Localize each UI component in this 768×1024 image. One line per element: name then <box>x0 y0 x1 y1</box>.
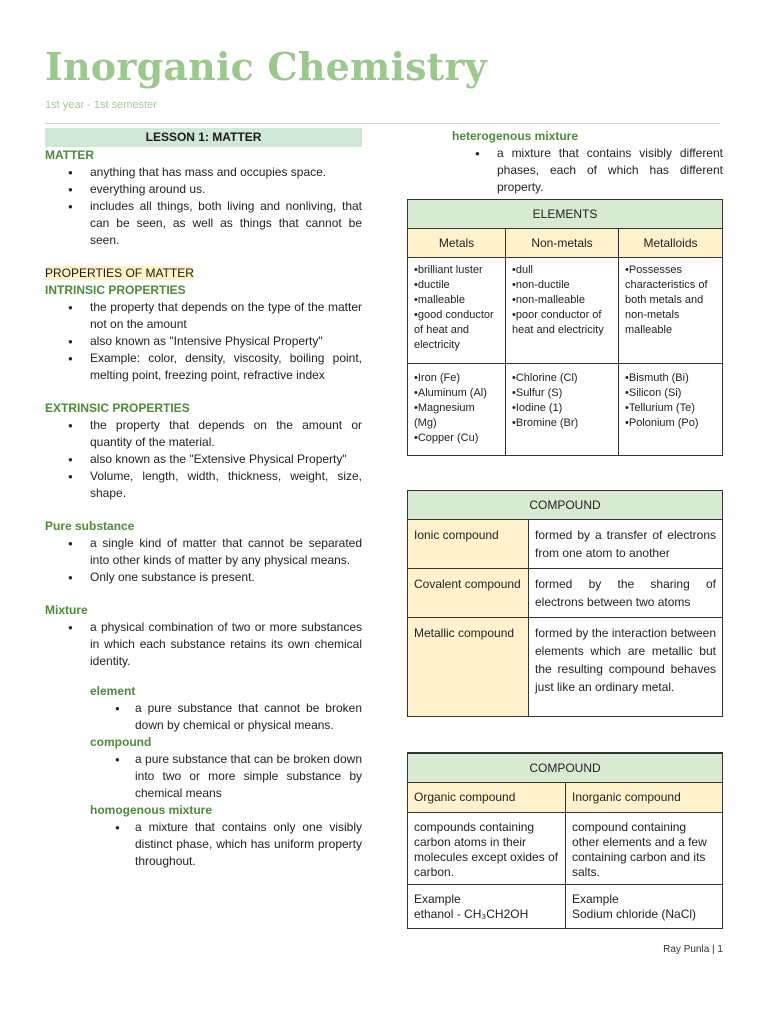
intrinsic-list <box>45 299 362 384</box>
list-item: ● anything that has mass and occupies space. <box>45 164 362 181</box>
metalloids-properties: •Possesses characteristics of both metals and non-metals malleable <box>619 258 723 364</box>
list-item: ● a single kind of matter that cannot be separated into other kinds of matter by any physical means. <box>45 535 362 569</box>
compound-description: formed by the interaction between elements which are metallic but the resulting compound behaves just like an ordinary metal. <box>529 618 723 717</box>
page-subtitle: 1st year - 1st semester <box>45 99 157 111</box>
extrinsic-heading: EXTRINSIC PROPERTIES <box>45 401 190 415</box>
compound-heading: compound <box>90 735 152 749</box>
header-non-metals: Non-metals <box>506 229 619 258</box>
list-item: ● a mixture that contains visibly different phases, each of which has different property. <box>452 145 723 196</box>
non-metals-examples: •Chlorine (Cl) •Sulfur (S) •Iodine (1) •Bromine (Br) <box>506 364 619 456</box>
pure-substance-heading: Pure substance <box>45 519 135 533</box>
example-label: Example <box>572 892 619 906</box>
example-label: Example <box>414 892 461 906</box>
compound-type: Covalent compound <box>408 569 529 618</box>
list-item: ● the property that depends on the type of the matter not on the amount <box>45 299 362 333</box>
list-item: ● a physical combination of two or more substances in which each substance retains its own chemical identity. <box>45 619 362 670</box>
right-column <box>407 128 723 929</box>
list-item: ● Example: color, density, viscosity, boiling point, melting point, freezing point, refractive index <box>45 350 362 384</box>
metals-examples: •Iron (Fe) •Aluminum (Al) •Magnesium (Mg) •Copper (Cu) <box>408 364 506 456</box>
list-item: ● a pure substance that can be broken down into two or more simple substance by chemical means <box>90 751 362 802</box>
compound-type: Metallic compound <box>408 618 529 717</box>
list-item: ● Volume, length, width, thickness, weight, size, shape. <box>45 468 362 502</box>
list-item: ● includes all things, both living and nonliving, that can be seen, as well as things that cannot be seen. <box>45 198 362 249</box>
list-item: ● also known as "Intensive Physical Property" <box>45 333 362 350</box>
compound-table-title: COMPOUND <box>408 491 723 520</box>
inorganic-description: compound containing other elements and a few containing carbon and its salts. <box>566 813 723 885</box>
mixture-subsections <box>45 683 362 870</box>
header-divider <box>45 123 720 124</box>
metals-properties: •brilliant luster •ductile •malleable •good conductor of heat and electricity <box>408 258 506 364</box>
elements-table-title: ELEMENTS <box>408 200 723 229</box>
page-footer: Ray Punla | 1 <box>663 944 723 955</box>
non-metals-properties: •dull •non-ductile •non-malleable •poor conductor of heat and electricity <box>506 258 619 364</box>
elements-table <box>407 199 723 456</box>
compound-description: formed by the sharing of electrons between two atoms <box>529 569 723 618</box>
organic-table-title: COMPOUND <box>408 753 723 783</box>
left-column <box>45 128 362 870</box>
element-heading: element <box>90 684 136 698</box>
list-item: ● also known as the "Extensive Physical Property" <box>45 451 362 468</box>
homogenous-heading: homogenous mixture <box>90 803 213 817</box>
mixture-list <box>45 619 362 670</box>
list-item: ● everything around us. <box>45 181 362 198</box>
list-item: ● the property that depends on the amount or quantity of the material. <box>45 417 362 451</box>
pure-substance-list <box>45 535 362 586</box>
matter-heading: MATTER <box>45 148 95 162</box>
organic-compound-table <box>407 752 723 929</box>
inorganic-example: Sodium chloride (NaCl) <box>572 907 697 921</box>
metalloids-examples: •Bismuth (Bi) •Silicon (Si) •Tellurium (Te) •Polonium (Po) <box>619 364 723 456</box>
lesson-heading: LESSON 1: MATTER <box>45 128 362 147</box>
compound-table <box>407 490 723 717</box>
header-metalloids: Metalloids <box>619 229 723 258</box>
extrinsic-list <box>45 417 362 502</box>
list-item: ● a mixture that contains only one visibly distinct phase, which has uniform property throughout. <box>90 819 362 870</box>
list-item: ● a pure substance that cannot be broken down by chemical or physical means. <box>90 700 362 734</box>
list-item: ● Only one substance is present. <box>45 569 362 586</box>
header-metals: Metals <box>408 229 506 258</box>
organic-example: ethanol - CH₃CH2OH <box>414 907 529 921</box>
heterogenous-heading: heterogenous mixture <box>452 129 579 143</box>
header-inorganic: Inorganic compound <box>566 783 723 813</box>
organic-description: compounds containing carbon atoms in their molecules except oxides of carbon. <box>408 813 566 885</box>
compound-type: Ionic compound <box>408 520 529 569</box>
properties-heading: PROPERTIES OF MATTER <box>45 266 194 280</box>
compound-description: formed by a transfer of electrons from one atom to another <box>529 520 723 569</box>
page-title: Inorganic Chemistry <box>45 44 487 89</box>
matter-list <box>45 164 362 249</box>
intrinsic-heading: INTRINSIC PROPERTIES <box>45 283 186 297</box>
header-organic: Organic compound <box>408 783 566 813</box>
mixture-heading: Mixture <box>45 603 88 617</box>
